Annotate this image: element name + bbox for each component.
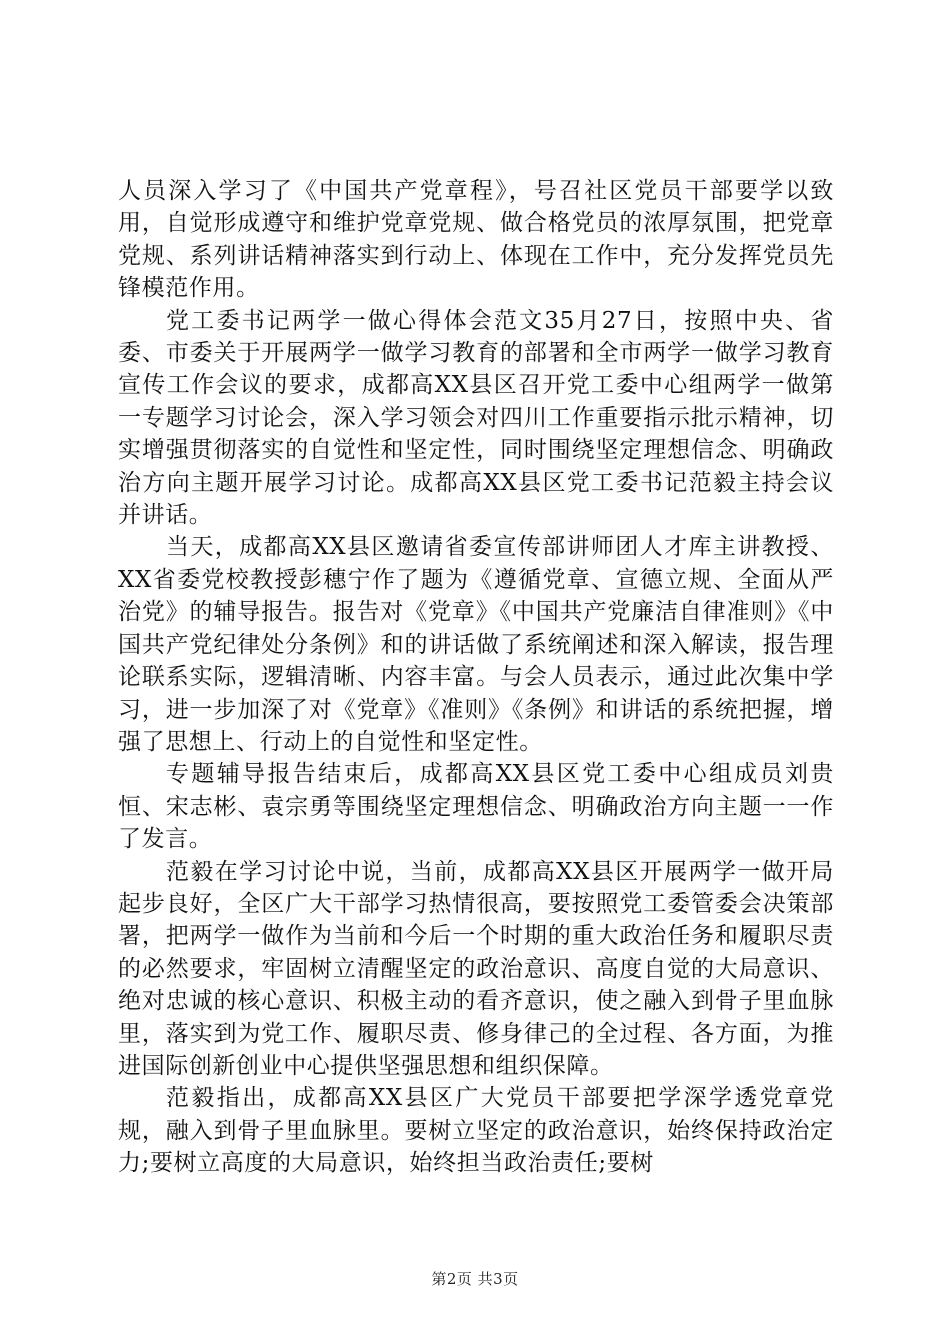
paragraph: 党工委书记两学一做心得体会范文35月27日，按照中央、省委、市委关于开展两学一做学习教育的部署和全市两学一做学习教育宣传工作会议的要求，成都高XX县区召开党工委中心组两学一做第一专题学习讨论会，深入学习领会对四川工作重要指示批示精神，切实增强贯彻落实的自觉性和坚定性，同时围绕坚定理想信念、明确政治方向主题开展学习讨论。成都高XX县区党工委书记范毅主持会议并讲话。 (118, 307, 834, 529)
paragraph: 当天，成都高XX县区邀请省委宣传部讲师团人才库主讲教授、XX省委党校教授彭穗宁作了题为《遵循党章、宣德立规、全面从严治党》的辅导报告。报告对《党章》《中国共产党廉洁自律准则》《中国共产党纪律处分条例》和的讲话做了系统阐述和深入解读，报告理论联系实际，逻辑清晰、内容丰富。与会人员表示，通过此次集中学习，进一步加深了对《党章》《准则》《条例》和讲话的系统把握，增强了思想上、行动上的自觉性和坚定性。 (118, 534, 834, 755)
paragraph: 专题辅导报告结束后，成都高XX县区党工委中心组成员刘贵恒、宋志彬、袁宗勇等围绕坚定理想信念、明确政治方向主题一一作了发言。 (118, 761, 834, 853)
document-body (118, 175, 834, 1180)
page-number-footer: 第2页 共3页 (431, 1270, 519, 1288)
paragraph: 人员深入学习了《中国共产党章程》，号召社区党员干部要学以致用，自觉形成遵守和维护党章党规、做合格党员的浓厚氛围，把党章党规、系列讲话精神落实到行动上、体现在工作中，充分发挥党员先锋模范作用。 (118, 178, 834, 302)
paragraph: 范毅指出，成都高XX县区广大党员干部要把学深学透党章党规，融入到骨子里血脉里。要树立坚定的政治意识，始终保持政治定力;要树立高度的大局意识，始终担当政治责任;要树 (118, 1085, 834, 1177)
paragraph: 范毅在学习讨论中说，当前，成都高XX县区开展两学一做开局起步良好，全区广大干部学习热情很高，要按照党工委管委会决策部署，把两学一做作为当前和今后一个时期的重大政治任务和履职尽责的必然要求，牢固树立清醒坚定的政治意识、高度自觉的大局意识、绝对忠诚的核心意识、积极主动的看齐意识，使之融入到骨子里血脉里，落实到为党工作、履职尽责、修身律己的全过程、各方面，为推进国际创新创业中心提供坚强思想和组织保障。 (118, 858, 834, 1079)
